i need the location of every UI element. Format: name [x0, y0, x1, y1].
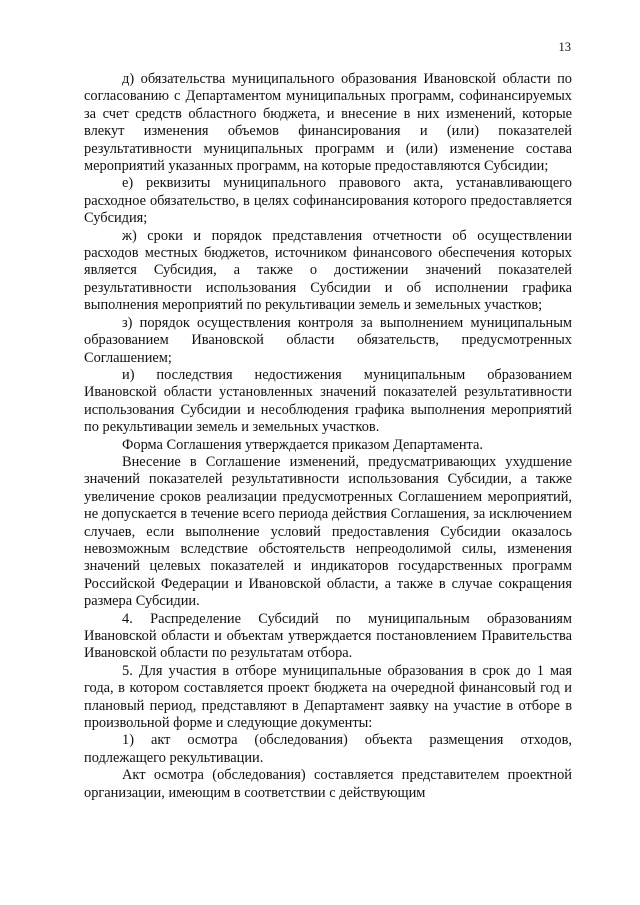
paragraph-e: е) реквизиты муниципального правового акта, устанавливающего расходное обязательство, в целях софинансирования которого предоставляется Субсидия; [84, 175, 572, 227]
page-number: 13 [558, 40, 571, 54]
paragraph-zh: ж) сроки и порядок представления отчетности об осуществлении расходов местных бюджетов, источником финансового обеспечения которых является Субсидия, а также о достижении значений показателей результативности использования Субсидии и об исполнении графика выполнения мероприятий по рекультивации земель и земельных участков; [84, 227, 572, 314]
paragraph-agreement-changes: Внесение в Соглашение изменений, предусматривающих ухудшение значений показателей результативности использования Субсидии, а также увеличение сроков реализации предусмотренных Соглашением мероприятий, не допускается в течение всего периода действия Соглашения, за исключением случаев, если выполнение условий предоставления Субсидии оказалось невозможным вследствие обстоятельств непреодолимой силы, изменения значений целевых показателей и индикаторов государственных программ Российской Федерации и Ивановской области, а также в случае сокращения размера Субсидии. [84, 453, 572, 610]
paragraph-d: д) обязательства муниципального образования Ивановской области по согласованию с Департаментом муниципальных программ, софинансируемых за счет средств областного бюджета, и внесение в них изменений, которые влекут изменения объемов финансирования и (или) показателей результативности муниципальных программ и (или) изменение состава мероприятий указанных программ, на которые предоставляются Субсидии; [84, 71, 572, 175]
document-body [84, 71, 572, 802]
paragraph-agreement-form: Форма Соглашения утверждается приказом Департамента. [122, 436, 483, 453]
paragraph-item-5: 5. Для участия в отборе муниципальные образования в срок до 1 мая года, в котором составляется проект бюджета на очередной финансовый год и плановый период, представляют в Департамент заявку на участие в отборе в произвольной форме и следующие документы: [84, 662, 572, 732]
paragraph-subitem-1: 1) акт осмотра (обследования) объекта размещения отходов, подлежащего рекультивации. [84, 732, 572, 766]
paragraph-inspection-act: Акт осмотра (обследования) составляется представителем проектной организации, имеющим в соответствии с действующим [84, 767, 572, 801]
paragraph-z: з) порядок осуществления контроля за выполнением муниципальным образованием Ивановской области обязательств, предусмотренных Соглашением; [84, 314, 572, 366]
paragraph-i: и) последствия недостижения муниципальным образованием Ивановской области установленных значений показателей результативности использования Субсидии и несоблюдения графика выполнения мероприятий по рекультивации земель и земельных участков. [84, 366, 572, 436]
paragraph-item-4: 4. Распределение Субсидий по муниципальным образованиям Ивановской области и объектам утверждается постановлением Правительства Ивановской области по результатам отбора. [84, 610, 572, 662]
